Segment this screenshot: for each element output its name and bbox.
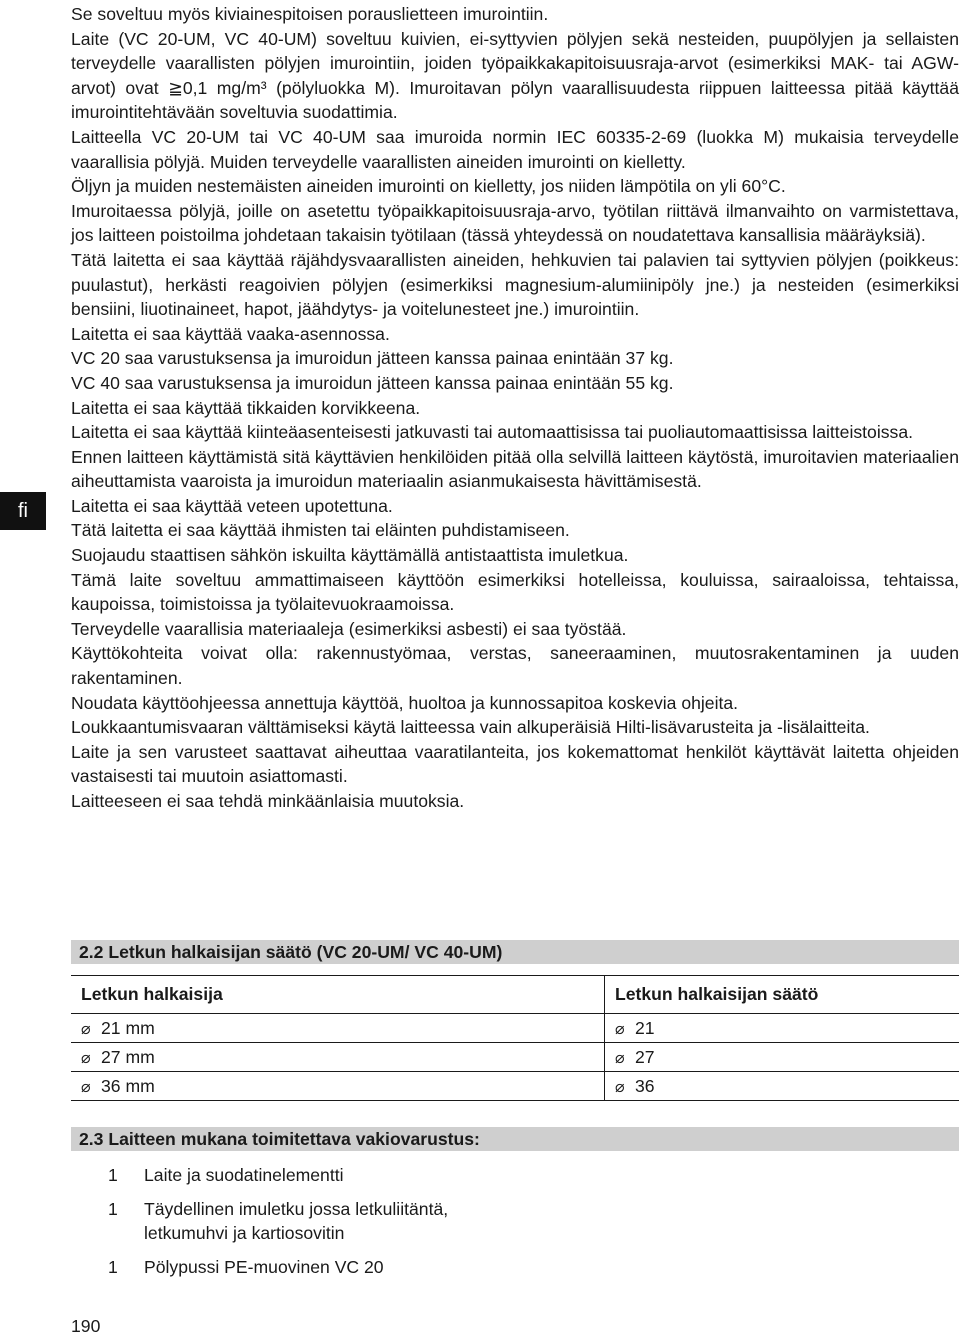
paragraph: Noudata käyttöohjeessa annettuja käyttöä, huoltoa ja kunnossapitoa koskevia ohjeita. bbox=[71, 692, 739, 713]
table-row bbox=[71, 1014, 959, 1043]
table-cell bbox=[71, 1043, 605, 1072]
diameter-icon: ⌀ bbox=[81, 1078, 91, 1096]
paragraph: Laitetta ei saa käyttää vaaka-asennossa. bbox=[71, 323, 390, 344]
table-cell bbox=[71, 1014, 605, 1043]
paragraph: Laite ja sen varusteet saattavat aiheuttaa vaaratilanteita, jos kokemattomat henkilöt käyttävät laitetta ohjeiden vastaisesti tai muutoin asiattomasti. bbox=[71, 741, 959, 787]
item-quantity: 1 bbox=[108, 1198, 118, 1219]
list-item bbox=[108, 1163, 508, 1188]
table-header-row bbox=[71, 976, 959, 1014]
cell-value: 21 bbox=[635, 1017, 655, 1038]
diameter-icon: ⌀ bbox=[615, 1049, 625, 1067]
cell-value: 27 bbox=[635, 1046, 655, 1067]
table-cell bbox=[605, 1043, 960, 1072]
paragraph: Tämä laite soveltuu ammattimaiseen käyttöön esimerkiksi hotelleissa, kouluissa, sairaaloissa, tehtaissa, kaupoissa, toimistoissa ja työlaitevuokraamoissa. bbox=[71, 569, 959, 615]
column-header: Letkun halkaisija bbox=[71, 976, 605, 1014]
paragraph: Laitetta ei saa käyttää kiinteäasenteisesti jatkuvasti tai automaattisissa tai puoliautomaattisissa laitteistoissa. bbox=[71, 422, 914, 443]
table-row bbox=[71, 1072, 959, 1101]
safety-text bbox=[71, 2, 959, 814]
paragraph: Laitetta ei saa käyttää veteen upotettuna. bbox=[71, 495, 393, 516]
item-quantity: 1 bbox=[108, 1256, 118, 1277]
language-tab: fi bbox=[0, 492, 46, 530]
paragraph: Laitetta ei saa käyttää tikkaiden korvikkeena. bbox=[71, 397, 421, 418]
paragraph: Laitteeseen ei saa tehdä minkäänlaisia muutoksia. bbox=[71, 791, 465, 811]
paragraph: Suojaudu staattisen sähkön iskuilta käyttämällä antistaattista imuletkua. bbox=[71, 545, 629, 566]
page-number: 190 bbox=[71, 1316, 101, 1336]
diameter-icon: ⌀ bbox=[615, 1078, 625, 1096]
column-header: Letkun halkaisijan säätö bbox=[605, 976, 960, 1014]
paragraph: Öljyn ja muiden nestemäisten aineiden imurointi on kielletty, jos niiden lämpötila on yli 60°C. bbox=[71, 176, 786, 197]
diameter-icon: ⌀ bbox=[81, 1020, 91, 1038]
list-item bbox=[108, 1255, 508, 1280]
cell-value: 27 mm bbox=[101, 1046, 155, 1067]
hose-diameter-table bbox=[71, 975, 959, 1101]
cell-value: 36 bbox=[635, 1075, 655, 1096]
section-heading-standard-equipment: 2.3 Laitteen mukana toimitettava vakiovarustus: bbox=[71, 1127, 959, 1151]
diameter-icon: ⌀ bbox=[81, 1049, 91, 1067]
paragraph: Laite (VC 20-UM, VC 40-UM) soveltuu kuivien, ei-syttyvien pölyjen sekä nesteiden, puupölyjen ja sellaisten terveydelle vaarallisten pölyjen imurointiin, joiden työpaikkakapitoisuusraja-arvot (esimerkiksi MAK- tai AGW-arvot) ovat ≧0,1 mg/m³ (pölyluokka M). Imuroitavan pölyn vaarallisuudesta riippuen laitteessa pitää käyttää imurointitehtävään soveltuvia suodattimia. bbox=[71, 28, 959, 123]
table-cell bbox=[605, 1014, 960, 1043]
paragraph: Ennen laitteen käyttämistä sitä käyttävien henkilöiden pitää olla selvillä laitteen käytöstä, imuroitavien materiaalien aiheuttamista vaaroista ja imuroidun materiaalin asianmukaisesta hävittämisestä. bbox=[71, 446, 959, 492]
paragraph: Laitteella VC 20-UM tai VC 40-UM saa imuroida normin IEC 60335-2-69 (luokka M) mukaisia terveydelle vaarallisia pölyjä. Muiden terveydelle vaarallisten aineiden imurointi on kielletty. bbox=[71, 126, 959, 172]
item-text: Laite ja suodatinelementti bbox=[144, 1165, 344, 1185]
item-text: Täydellinen imuletku jossa letkuliitäntä, letkumuhvi ja kartiosovitin bbox=[144, 1198, 449, 1244]
list-item bbox=[108, 1197, 508, 1246]
table-row bbox=[71, 1043, 959, 1072]
table-cell bbox=[71, 1072, 605, 1101]
item-quantity: 1 bbox=[108, 1165, 118, 1185]
item-text: Pölypussi PE-muovinen VC 20 bbox=[144, 1256, 384, 1277]
paragraph: Loukkaantumisvaaran välttämiseksi käytä laitteessa vain alkuperäisiä Hilti-lisävarusteita ja -lisälaitteita. bbox=[71, 717, 870, 738]
paragraph: Imuroitaessa pölyjä, joille on asetettu työpaikkapitoisuusraja-arvo, työtilan riittävä ilmanvaihto on varmistettava, jos laitteen poistoilma johdetaan takaisin työtilaan (tässä yhteydessä on noudatettava kansallisia määräyksiä). bbox=[71, 200, 959, 246]
cell-value: 36 mm bbox=[101, 1075, 155, 1096]
paragraph: Tätä laitetta ei saa käyttää räjähdysvaarallisten aineiden, hehkuvien tai palavien tai syttyvien pölyjen (poikkeus: puulastut), herkästi reagoivien pölyjen (esimerkiksi magnesium-alumiinipöly jne.) ja nesteiden (esimerkiksi bensiini, liuotinaineet, hapot, jäähdytys- ja voitelunesteet jne.) imurointiin. bbox=[71, 249, 959, 320]
standard-equipment-list bbox=[108, 1163, 508, 1288]
paragraph: Terveydelle vaarallisia materiaaleja (esimerkiksi asbesti) ei saa työstää. bbox=[71, 618, 627, 639]
cell-value: 21 mm bbox=[101, 1017, 155, 1038]
paragraph: Se soveltuu myös kiviainespitoisen porauslietteen imurointiin. bbox=[71, 4, 549, 24]
paragraph: VC 20 saa varustuksensa ja imuroidun jätteen kanssa painaa enintään 37 kg. bbox=[71, 348, 674, 369]
diameter-icon: ⌀ bbox=[615, 1020, 625, 1038]
paragraph: Käyttökohteita voivat olla: rakennustyömaa, verstas, saneeraaminen, muutosrakentaminen ja uuden rakentaminen. bbox=[71, 643, 959, 689]
paragraph: VC 40 saa varustuksensa ja imuroidun jätteen kanssa painaa enintään 55 kg. bbox=[71, 372, 674, 393]
section-heading-hose-diameter: 2.2 Letkun halkaisijan säätö (VC 20-UM/ VC 40-UM) bbox=[71, 940, 959, 964]
paragraph: Tätä laitetta ei saa käyttää ihmisten tai eläinten puhdistamiseen. bbox=[71, 520, 570, 541]
table-cell bbox=[605, 1072, 960, 1101]
